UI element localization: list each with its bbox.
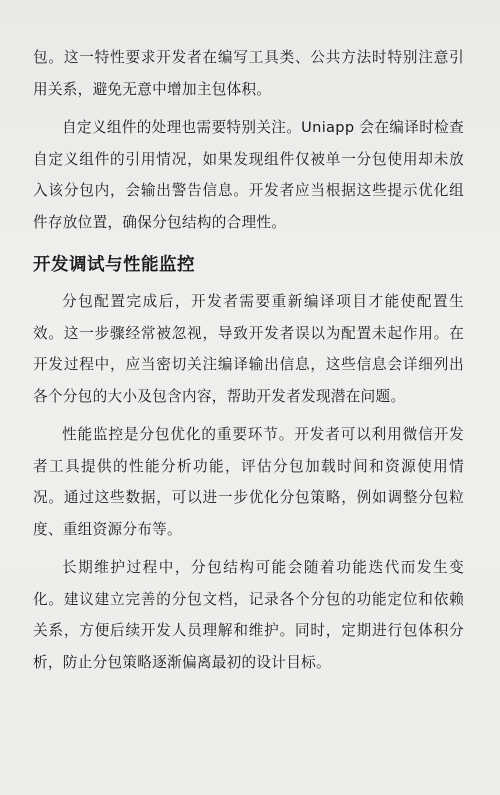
paragraph-continuation: 包。这一特性要求开发者在编写工具类、公共方法时特别注意引用关系，避免无意中增加主包体积。	[33, 49, 464, 98]
section-heading: 开发调试与性能监控	[33, 255, 195, 275]
paragraph-compile-config: 分包配置完成后，开发者需要重新编译项目才能使配置生效。这一步骤经常被忽视，导致开发者误以为配置未起作用。在开发过程中，应当密切关注编译输出信息，这些信息会详细列出各个分包的大小及包含内容，帮助开发者发现潜在问题。	[33, 293, 464, 405]
paragraph-long-term-maintenance: 长期维护过程中，分包结构可能会随着功能迭代而发生变化。建议建立完善的分包文档，记录各个分包的功能定位和依赖关系，方便后续开发人员理解和维护。同时，定期进行包体积分析，防止分包策略逐渐偏离最初的设计目标。	[33, 559, 464, 671]
paragraph-custom-components: 自定义组件的处理也需要特别关注。Uniapp 会在编译时检查自定义组件的引用情况，如果发现组件仅被单一分包使用却未放入该分包内，会输出警告信息。开发者应当根据这些提示优化组件存放位置，确保分包结构的合理性。	[33, 119, 464, 231]
paragraph-performance-monitoring: 性能监控是分包优化的重要环节。开发者可以利用微信开发者工具提供的性能分析功能，评估分包加载时间和资源使用情况。通过这些数据，可以进一步优化分包策略，例如调整分包粒度、重组资源分布等。	[33, 426, 464, 538]
